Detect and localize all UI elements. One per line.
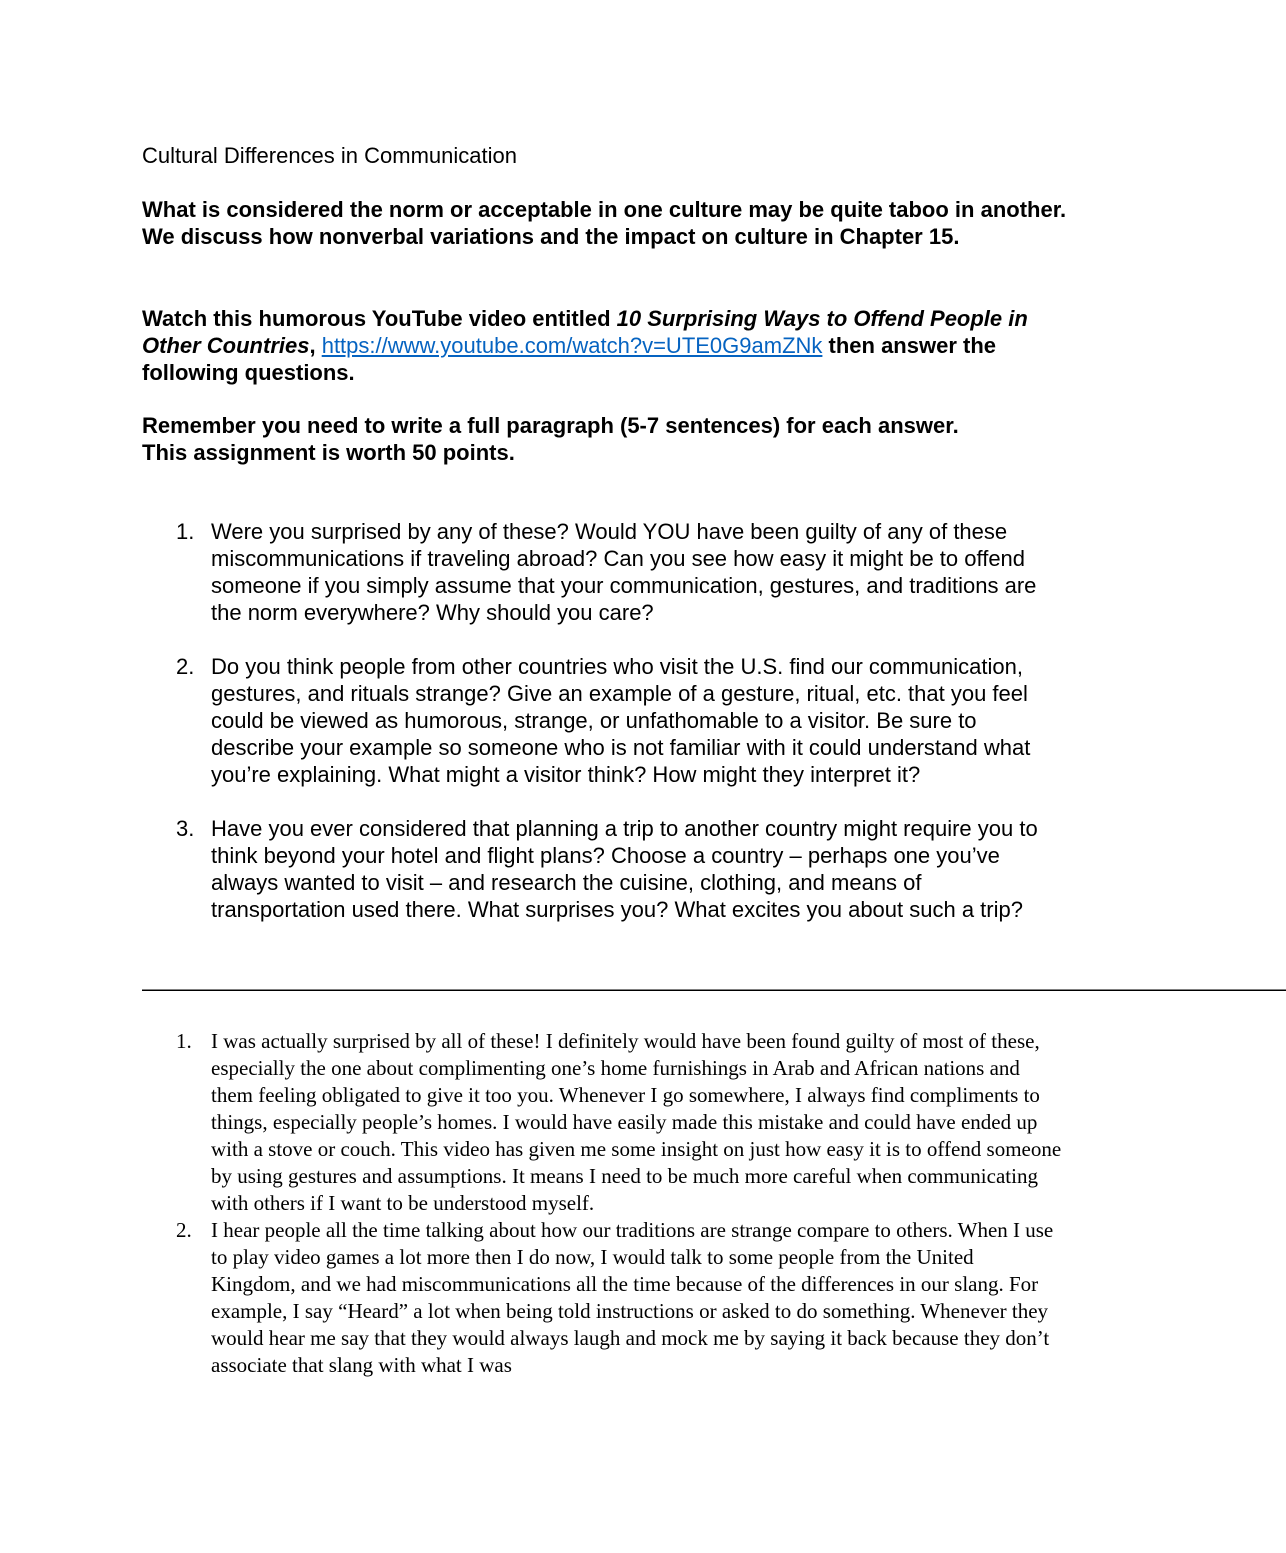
section-divider: ————————————————————————————————————————————————————	[142, 976, 1286, 1001]
answer-list	[0, 1028, 1063, 1379]
intro-paragraph: What is considered the norm or acceptable in one culture may be quite taboo in another. We discuss how nonverbal variations and the impact on culture in Chapter 15.	[142, 197, 1067, 249]
reminder-line-1: Remember you need to write a full paragraph (5-7 sentences) for each answer.	[142, 413, 959, 438]
answer-text: I was actually surprised by all of these! I definitely would have been found guilty of most of these, especially the one about complimenting one’s home furnishings in Arab and African nations and them feeling obligated to give it too you. Whenever I go somewhere, I always find compliments to things, especially people’s homes. I would have easily made this mistake and could have ended up with a stove or couch. This video has given me some insight on just how easy it is to offend someone by using gestures and assumptions. It means I need to be much more careful when communicating with others if I want to be understood myself.	[211, 1029, 1062, 1215]
watch-comma: ,	[309, 333, 322, 358]
question-text: Were you surprised by any of these? Would YOU have been guilty of any of these miscommunications if traveling abroad? Can you see how easy it might be to offend someone if you simply assume that your communication, gestures, and traditions are the norm everywhere? Why should you care?	[211, 519, 1037, 625]
question-item	[0, 653, 1056, 788]
question-number: 2.	[176, 654, 195, 679]
question-text: Have you ever considered that planning a trip to another country might require you to think beyond your hotel and flight plans? Choose a country – perhaps one you’ve always wanted to visit – and research the cuisine, clothing, and means of transportation used there. What surprises you? What excites you about such a trip?	[211, 816, 1038, 922]
watch-prefix: Watch this humorous YouTube video entitled	[142, 306, 617, 331]
question-item	[0, 518, 1056, 626]
video-title: 10 Surprising Ways to Offend People in Other Countries	[142, 306, 1028, 358]
question-number: 3.	[176, 816, 195, 841]
reminder-line-2: This assignment is worth 50 points.	[142, 440, 515, 465]
answer-item	[0, 1028, 1063, 1217]
watch-instructions	[142, 305, 1072, 386]
question-list	[0, 518, 1056, 950]
answer-number: 2.	[176, 1218, 192, 1242]
question-text: Do you think people from other countries who visit the U.S. find our communication, gestures, and rituals strange? Give an example of a gesture, ritual, etc. that you feel could be viewed as humorous, strange, or unfathomable to a visitor. Be sure to describe your example so someone who is not familiar with it could understand what you’re explaining. What might a visitor think? How might they interpret it?	[211, 654, 1031, 787]
youtube-link[interactable]: https://www.youtube.com/watch?v=UTE0G9amZNk	[321, 333, 823, 358]
answer-number: 1.	[176, 1029, 192, 1053]
question-number: 1.	[176, 519, 195, 544]
answer-item	[0, 1217, 1063, 1379]
answer-text: I hear people all the time talking about how our traditions are strange compare to others. When I use to play video games a lot more then I do now, I would talk to some people from the United Kingdom, and we had miscommunications all the time because of the differences in our slang. For example, I say “Heard” a lot when being told instructions or asked to do something. Whenever they would hear me say that they would always laugh and mock me by saying it back because they don’t associate that slang with what I was	[211, 1218, 1054, 1377]
document-title: Cultural Differences in Communication	[142, 143, 517, 168]
question-item	[0, 815, 1056, 923]
watch-suffix: then answer the following questions.	[142, 333, 996, 385]
reminder-paragraph	[142, 412, 1072, 466]
